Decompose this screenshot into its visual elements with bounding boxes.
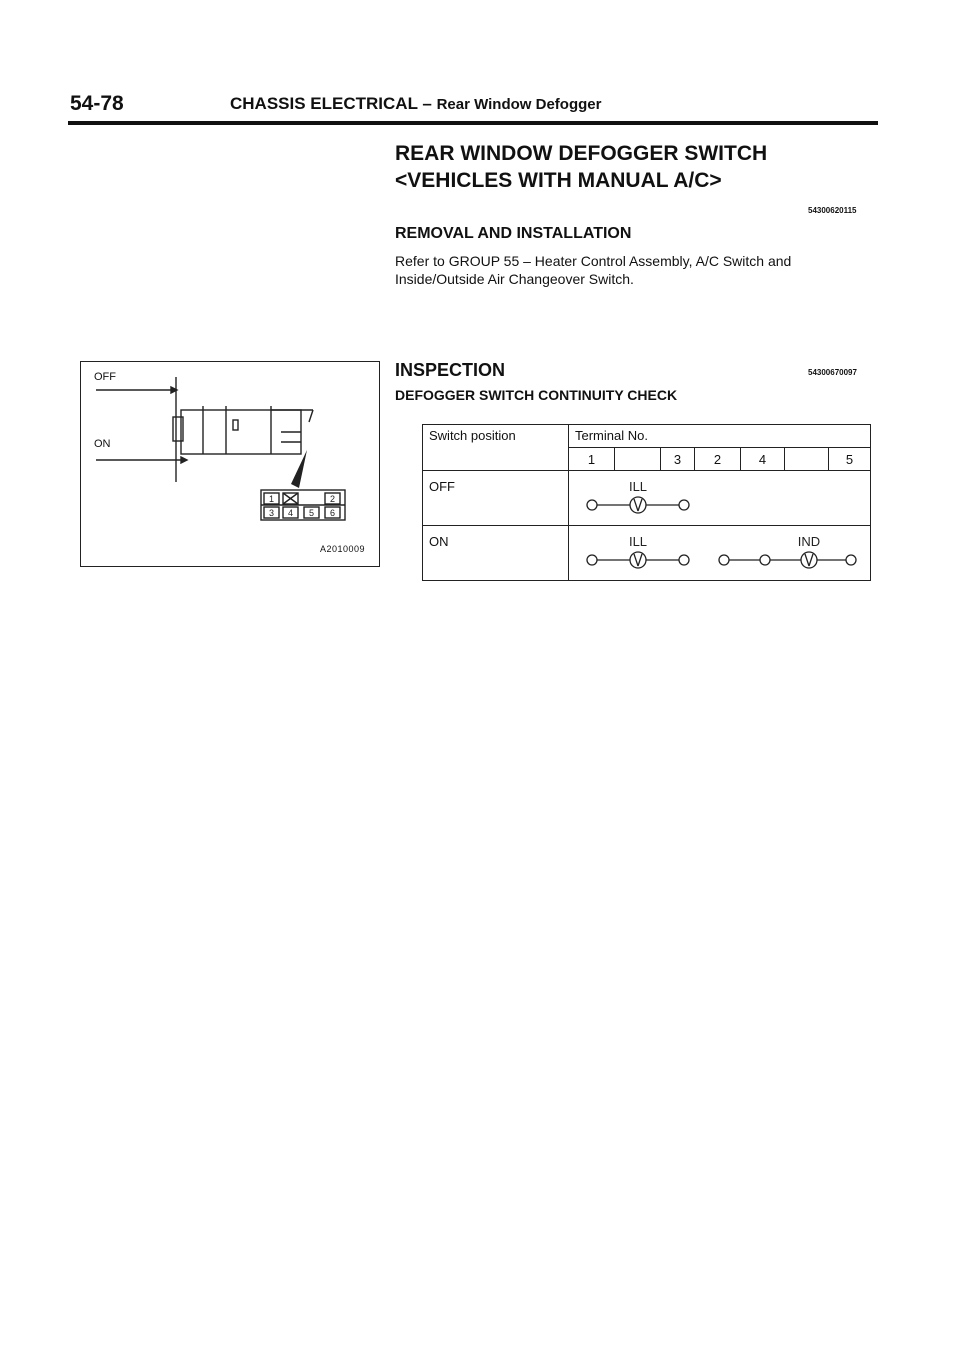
terminal-number: 4 (741, 448, 785, 471)
removal-body: Refer to GROUP 55 – Heater Control Assembly, A/C Switch and Inside/Outside Air Changeover Switch. (395, 253, 792, 287)
pin-label: 2 (329, 494, 336, 504)
ill-lamp-label: ILL (628, 534, 648, 549)
subsection-name: Rear Window Defogger (436, 96, 602, 113)
switch-position-on: ON (423, 526, 569, 581)
inspection-code: 54300670097 (808, 368, 857, 377)
section-code: 54300620115 (808, 206, 857, 215)
terminal-number: 1 (569, 448, 615, 471)
section-title-line2: <VEHICLES WITH MANUAL A/C> (395, 169, 722, 192)
terminal-number (615, 448, 661, 471)
table-row (423, 526, 871, 581)
pin-label: 6 (329, 508, 336, 518)
ill-lamp-label: ILL (628, 479, 648, 494)
pin-label: 3 (268, 508, 275, 518)
continuity-diagram-off (569, 471, 871, 526)
running-header (230, 94, 601, 114)
inspection-heading: INSPECTION (395, 360, 506, 380)
switch-drawing (81, 362, 379, 566)
terminal-number: 2 (695, 448, 741, 471)
removal-heading: REMOVAL AND INSTALLATION (395, 225, 632, 242)
terminal-no-header: Terminal No. (569, 425, 871, 448)
figure-code: A2010009 (319, 544, 365, 554)
pin-label: 5 (308, 508, 315, 518)
ind-lamp-label: IND (797, 534, 821, 549)
continuity-table (422, 424, 871, 581)
continuity-check-heading: DEFOGGER SWITCH CONTINUITY CHECK (395, 387, 678, 403)
terminal-number: 5 (829, 448, 871, 471)
table-row (423, 471, 871, 526)
switch-position-off: OFF (423, 471, 569, 526)
section-name: CHASSIS ELECTRICAL (230, 94, 418, 113)
continuity-lines-on (569, 526, 871, 580)
switch-figure (80, 361, 380, 567)
terminal-number (785, 448, 829, 471)
page-number: 54-78 (70, 92, 124, 115)
switch-position-header: Switch position (423, 425, 569, 471)
on-label: ON (94, 438, 111, 450)
terminal-number: 3 (661, 448, 695, 471)
pin-label: 4 (287, 508, 294, 518)
header-separator: – (422, 94, 432, 113)
header-rule (68, 121, 878, 125)
continuity-lines-off (569, 471, 871, 525)
section-title-line1: REAR WINDOW DEFOGGER SWITCH (395, 142, 768, 165)
pin-label: 1 (268, 494, 275, 504)
continuity-diagram-on (569, 526, 871, 581)
section-title (395, 140, 767, 194)
off-label: OFF (94, 371, 116, 383)
